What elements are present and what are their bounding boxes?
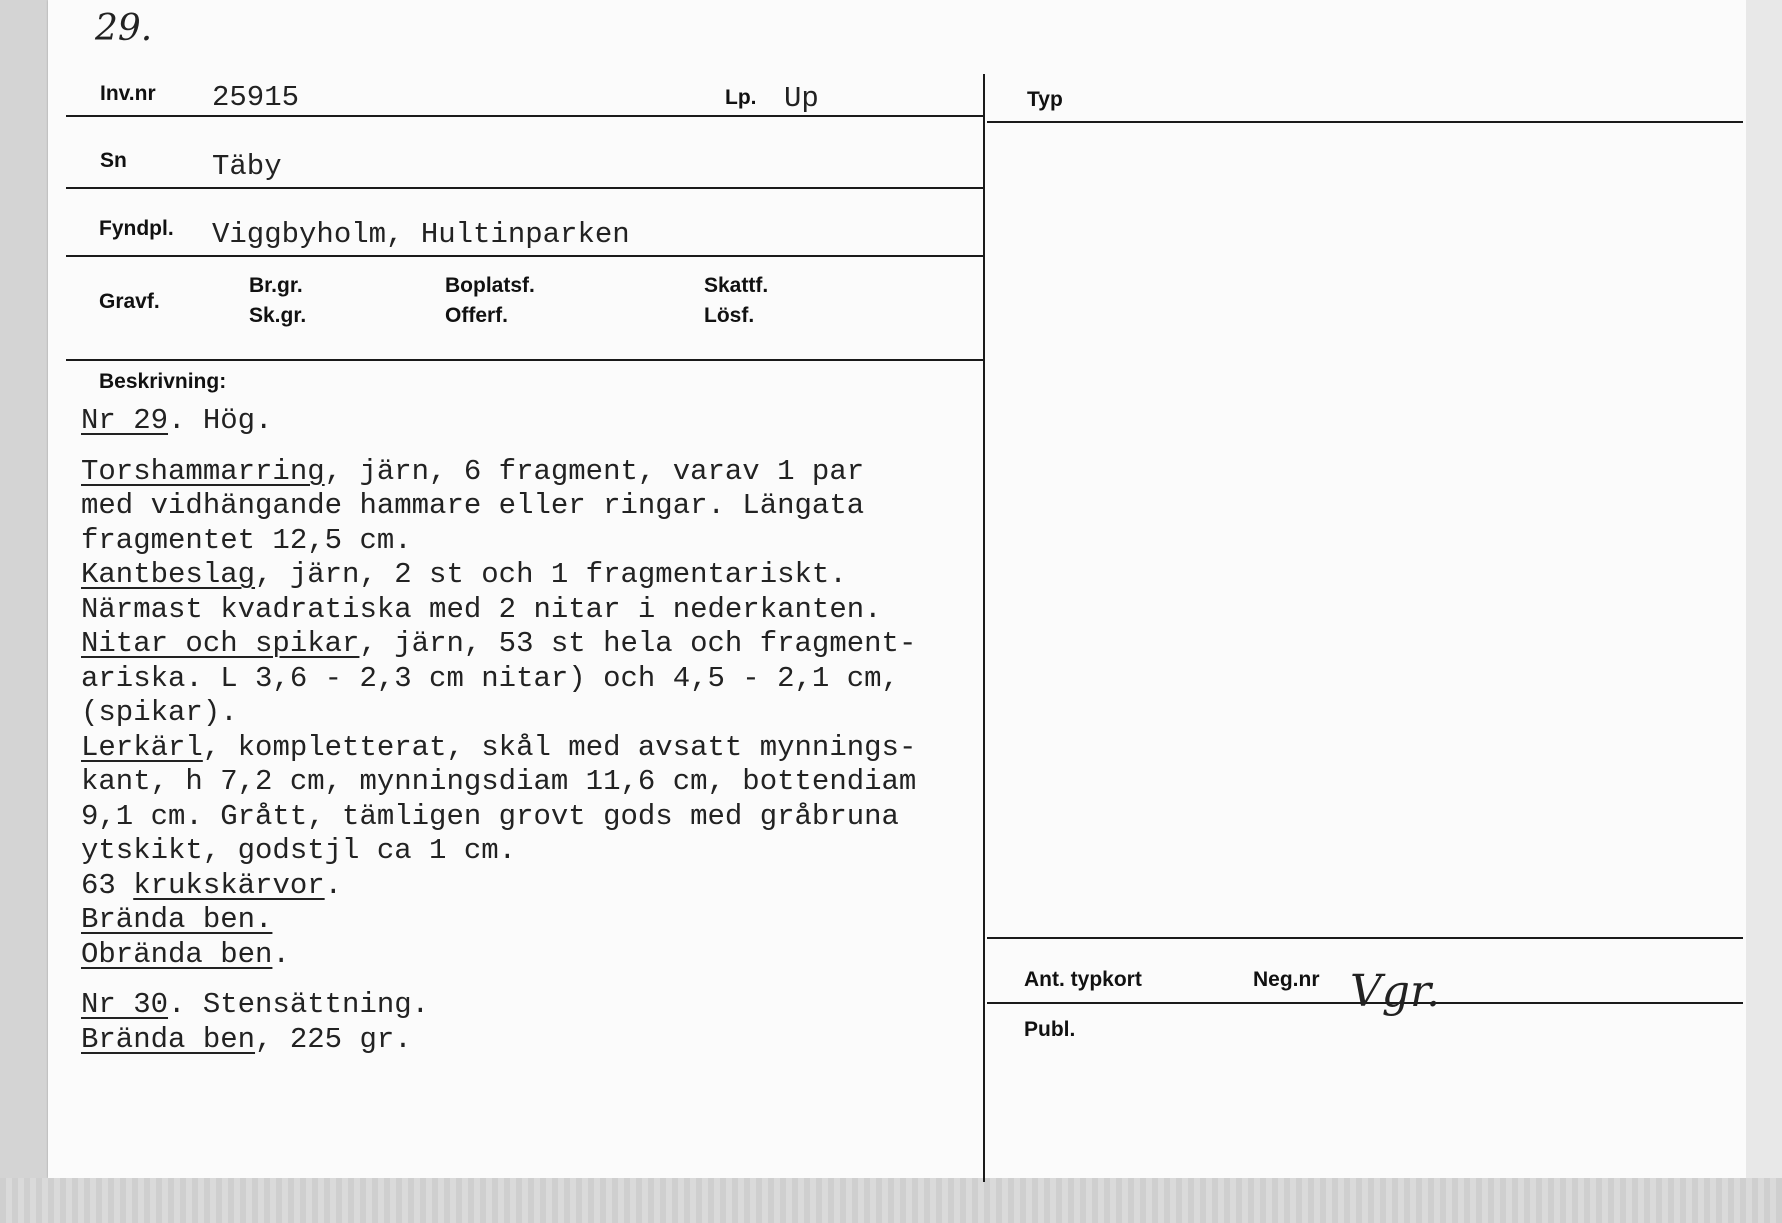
desc-text: Närmast kvadratiska med 2 nitar i nederkanten. (81, 592, 882, 626)
underlined-term: Nitar och spikar (81, 627, 360, 660)
desc-text: (spikar). (81, 696, 238, 729)
underlined-term: Torshammarring (81, 454, 325, 488)
rule-gravf (66, 359, 983, 361)
typ-label: Typ (1027, 88, 1063, 111)
desc-text: 63 (81, 868, 134, 902)
desc-text: . Stensättning. (168, 988, 430, 1021)
underlined-term: Lerkärl (81, 730, 203, 764)
inv-label: Inv.nr (100, 82, 156, 105)
sn-label: Sn (100, 149, 127, 172)
negnr-label: Neg.nr (1253, 968, 1320, 991)
brgr-label: Br.gr. (249, 274, 303, 297)
beskrivning-label: Beskrivning: (99, 370, 227, 393)
description-text (81, 404, 916, 1057)
skattf-label: Skattf. (704, 274, 769, 297)
rule-fyndpl (66, 255, 983, 257)
underlined-term: krukskärvor (133, 868, 325, 902)
desc-text: . (272, 937, 290, 971)
lp-value: Up (784, 82, 819, 115)
rule-sn (66, 187, 983, 189)
gravf-label: Gravf. (99, 290, 160, 313)
desc-line (81, 765, 916, 800)
desc-text: 9,1 cm. Grått, tämligen grovt gods med gråbruna (81, 799, 899, 833)
desc-line (81, 938, 916, 973)
skgr-label: Sk.gr. (249, 304, 307, 327)
rule-ant-top (987, 937, 1743, 939)
desc-line (81, 696, 916, 731)
desc-line (81, 627, 916, 662)
inv-value: 25915 (212, 81, 300, 114)
underlined-term: Nr 30 (81, 988, 169, 1021)
sn-value: Täby (212, 150, 282, 183)
losf-label: Lösf. (704, 304, 755, 327)
desc-line (81, 593, 916, 628)
desc-text: ytskikt, godstjl ca 1 cm. (81, 834, 517, 867)
fyndpl-value: Viggbyholm, Hultinparken (212, 218, 630, 251)
desc-line (81, 455, 916, 490)
lp-label: Lp. (725, 86, 757, 109)
desc-text: , kompletterat, skål med avsatt mynnings- (202, 730, 917, 764)
column-divider (983, 74, 985, 1182)
desc-text: ariska. L 3,6 - 2,3 cm nitar) och 4,5 - 2,1 cm, (81, 661, 899, 695)
desc-text: , 225 gr. (255, 1022, 412, 1056)
publ-label: Publ. (1024, 1018, 1076, 1041)
desc-line (81, 524, 916, 559)
desc-text: , järn, 2 st och 1 fragmentariskt. (255, 558, 847, 591)
desc-line (81, 489, 916, 524)
desc-text: , järn, 53 st hela och fragment- (359, 627, 917, 660)
desc-line (81, 834, 916, 869)
card-number: 29. (95, 8, 153, 49)
desc-line (81, 1023, 916, 1058)
ant-typkort-label: Ant. typkort (1024, 968, 1142, 991)
negnr-value: Vgr. (1350, 966, 1441, 1017)
desc-line (81, 869, 916, 904)
desc-line (81, 800, 916, 835)
underlined-term: Kantbeslag (81, 558, 256, 591)
desc-text: . (324, 868, 343, 902)
desc-line (81, 988, 916, 1023)
scan-margin-bottom (0, 1178, 1782, 1223)
scan-margin-right (1746, 0, 1782, 1223)
desc-text: , järn, 6 fragment, varav 1 par (324, 454, 865, 488)
underlined-term: Brända ben. (81, 903, 273, 936)
rule-inv (66, 115, 983, 117)
desc-text: . Hög. (168, 404, 273, 437)
desc-text: fragmentet 12,5 cm. (81, 523, 412, 557)
underlined-term: Nr 29 (81, 404, 169, 437)
desc-line (81, 903, 916, 938)
desc-line (81, 731, 916, 766)
underlined-term: Brända ben (81, 1022, 256, 1056)
boplatsf-label: Boplatsf. (445, 274, 535, 297)
underlined-term: Obrända ben (81, 937, 273, 971)
desc-line (81, 662, 916, 697)
desc-line (81, 404, 916, 439)
desc-text: med vidhängande hammare eller ringar. Längata (81, 489, 865, 522)
desc-line (81, 558, 916, 593)
rule-typ (987, 121, 1743, 123)
desc-text: kant, h 7,2 cm, mynningsdiam 11,6 cm, bottendiam (81, 765, 917, 798)
fyndpl-label: Fyndpl. (99, 217, 174, 240)
offerf-label: Offerf. (445, 304, 508, 327)
